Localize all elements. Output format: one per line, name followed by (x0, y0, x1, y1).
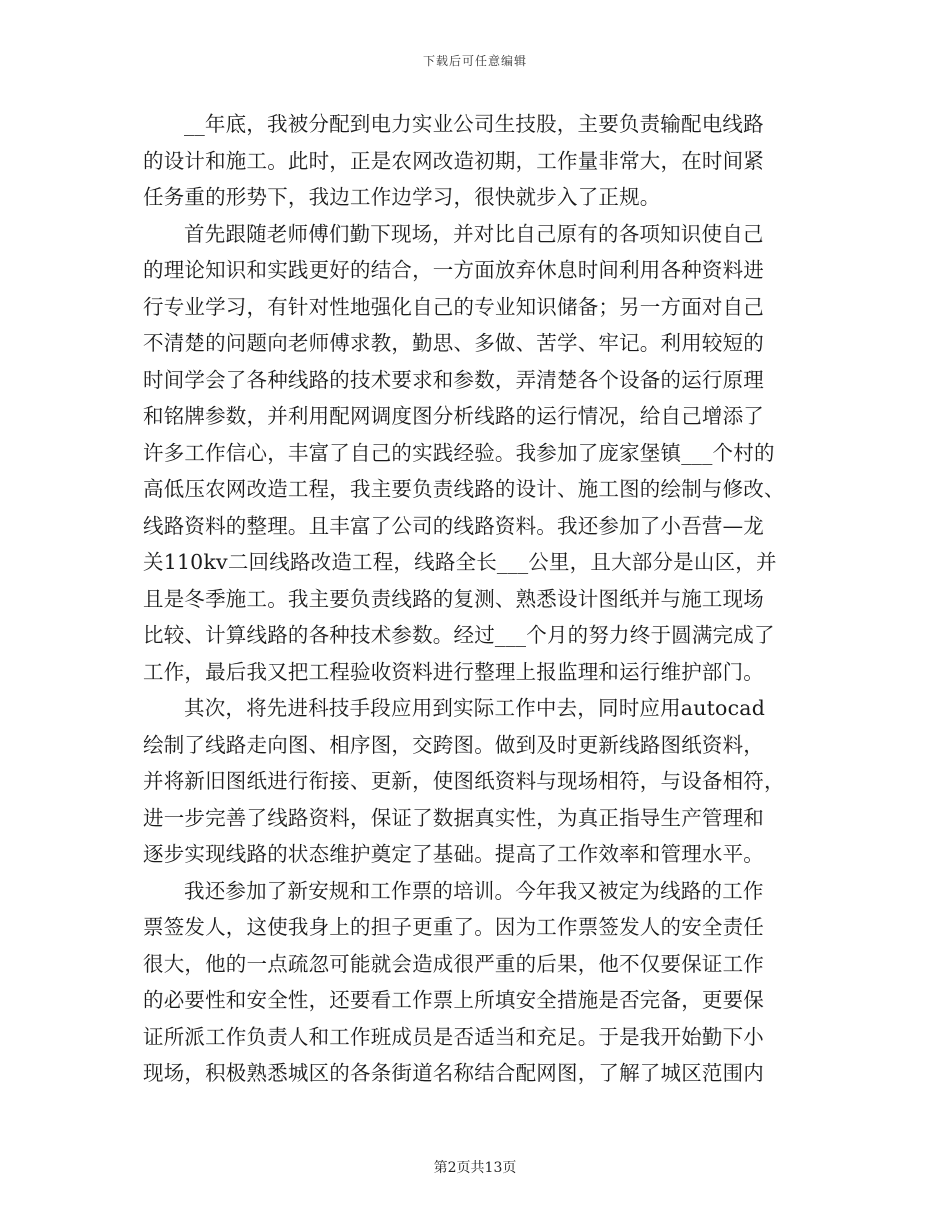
paragraph (143, 106, 813, 216)
paragraph (143, 216, 813, 691)
text-line: 的必要性和安全性，还要看工作票上所填安全措施是否完备，更要保 (143, 988, 764, 1012)
text-line: 比较、计算线路的各种技术参数。经过___个月的努力终于圆满完成了 (143, 623, 775, 647)
page-header: 下载后可任意编辑 (422, 54, 527, 68)
document-body (143, 106, 813, 1092)
text-line: 且是冬季施工。我主要负责线路的复测、熟悉设计图纸并与施工现场 (143, 586, 764, 611)
text-line: 票签发人，这使我身上的担子更重了。因为工作票签发人的安全责任 (143, 915, 764, 939)
paragraph (143, 690, 813, 873)
text-line: 的设计和施工。此时，正是农网改造初期，工作量非常大，在时间紧 (143, 148, 764, 173)
text-line: 证所派工作负责人和工作班成员是否适当和充足。于是我开始勤下小 (143, 1024, 764, 1049)
text-line: 行专业学习，有针对性地强化自己的专业知识储备；另一方面对自己 (143, 294, 764, 319)
text-line: 绘制了线路走向图、相序图，交跨图。做到及时更新线路图纸资料， (143, 732, 764, 757)
text-line: 工作，最后我又把工程验收资料进行整理上报监理和运行维护部门。 (143, 659, 764, 684)
text-line: 首先跟随老师傅们勤下现场，并对比自己原有的各项知识使自己 (184, 221, 764, 246)
text-line: 其次，将先进科技手段应用到实际工作中去，同时应用autocad (184, 696, 766, 720)
text-line: 和铭牌参数，并利用配网调度图分析线路的运行情况，给自己增添了 (143, 404, 764, 428)
text-line: 许多工作信心，丰富了自己的实践经验。我参加了庞家堡镇___个村的 (143, 440, 775, 465)
text-line: 很大，他的一点疏忽可能就会造成很严重的后果，他不仅要保证工作 (143, 951, 764, 976)
text-line: 关110kv二回线路改造工程，线路全长___公里，且大部分是山区，并 (143, 550, 777, 574)
text-line: 现场，积极熟悉城区的各条街道名称结合配网图，了解了城区范围内 (143, 1061, 764, 1085)
text-line: 进一步完善了线路资料，保证了数据真实性，为真正指导生产管理和 (143, 805, 764, 830)
text-line: 不清楚的问题向老师傅求教，勤思、多做、苦学、牢记。利用较短的 (143, 331, 764, 355)
text-line: 我还参加了新安规和工作票的培训。今年我又被定为线路的工作 (184, 878, 764, 903)
text-line: 并将新旧图纸进行衔接、更新，使图纸资料与现场相符，与设备相符， (143, 769, 785, 793)
paragraph (143, 873, 813, 1092)
text-line: 线路资料的整理。且丰富了公司的线路资料。我还参加了小吾营—龙 (143, 513, 764, 538)
text-line: 逐步实现线路的状态维护奠定了基础。提高了工作效率和管理水平。 (143, 842, 764, 866)
text-line: 的理论知识和实践更好的结合，一方面放弃休息时间利用各种资料进 (143, 258, 764, 282)
text-line: 时间学会了各种线路的技术要求和参数，弄清楚各个设备的运行原理 (143, 367, 764, 392)
text-line: 任务重的形势下，我边工作边学习，很快就步入了正规。 (143, 185, 661, 209)
text-line: __年底，我被分配到电力实业公司生技股，主要负责输配电线路 (184, 112, 764, 136)
page-number: 第2页共13页 (433, 1160, 517, 1176)
text-line: 高低压农网改造工程，我主要负责线路的设计、施工图的绘制与修改、 (143, 477, 785, 501)
